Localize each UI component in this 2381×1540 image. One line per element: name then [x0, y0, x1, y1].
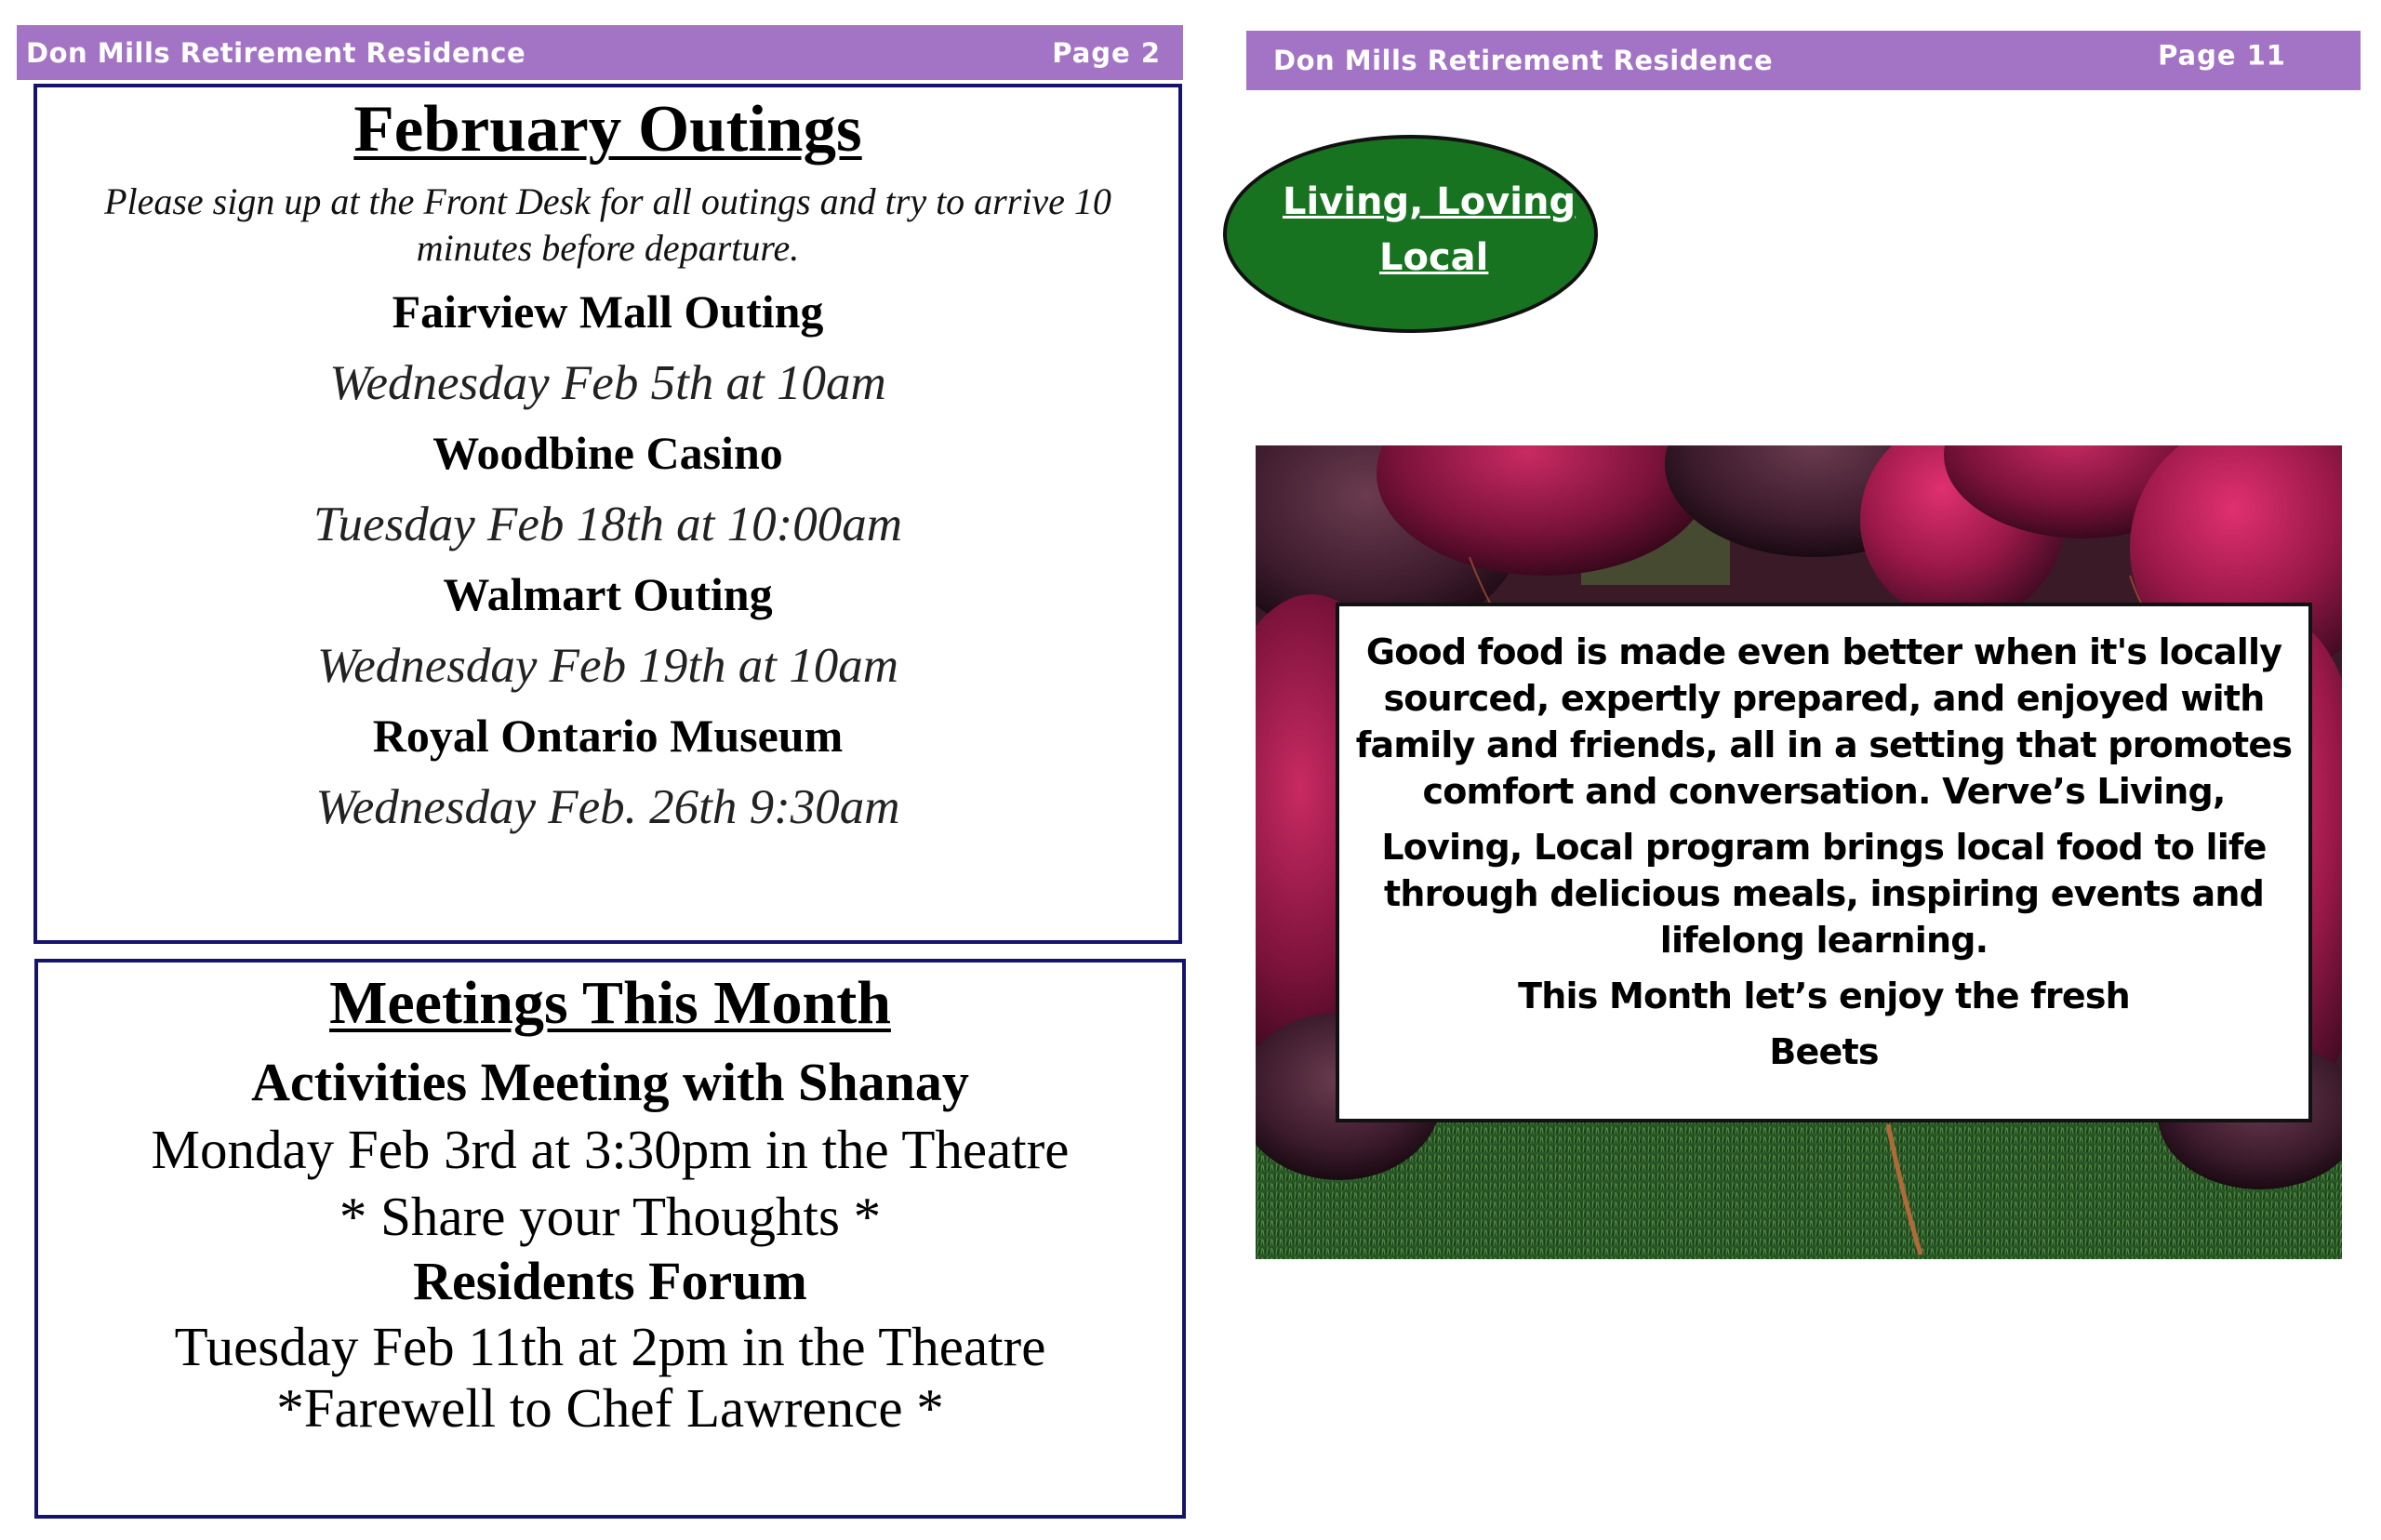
outing-date: Wednesday Feb 5th at 10am — [329, 356, 886, 411]
meetings-title: Meetings This Month — [329, 969, 891, 1037]
meetings-section — [34, 959, 1186, 1519]
meeting-name: Residents Forum — [413, 1250, 807, 1311]
meeting-name: Activities Meeting with Shanay — [251, 1051, 969, 1112]
page-header-left — [17, 25, 1183, 80]
outings-list — [37, 285, 1178, 835]
outing-name: Walmart Outing — [443, 568, 773, 621]
outing-name: Royal Ontario Museum — [372, 710, 844, 763]
badge-line-2: Local — [1379, 236, 1489, 279]
feature-paragraph-2: Loving, Local program brings local food to life through delicious meals, inspiring events and lifelong learning. — [1381, 827, 2267, 961]
february-outings-section — [33, 84, 1182, 944]
header-title: Don Mills Retirement Residence — [1273, 45, 1774, 76]
outings-intro: Please sign up at the Front Desk for all outings and try to arrive 10 minutes before departure. — [104, 180, 1111, 270]
outing-date: Tuesday Feb 18th at 10:00am — [313, 498, 902, 552]
outing-name: Fairview Mall Outing — [392, 285, 824, 339]
page-number: Page 11 — [2158, 39, 2286, 72]
outing-date: Wednesday Feb 19th at 10am — [316, 639, 899, 694]
local-food-feature-box — [1336, 603, 2312, 1122]
feature-paragraph-1: Good food is made even better when it's locally sourced, expertly prepared, and enjoyed with family and friends, all in a setting that promotes comfort and conversation. Verve’s Living, — [1355, 631, 2293, 812]
feature-item: Beets — [1769, 1031, 1879, 1072]
outing-date: Wednesday Feb. 26th 9:30am — [315, 780, 900, 835]
header-title: Don Mills Retirement Residence — [26, 36, 526, 69]
page-header-right — [1246, 31, 2361, 90]
page-number: Page 2 — [1052, 36, 1161, 69]
meeting-note: * Share your Thoughts * — [339, 1185, 882, 1247]
meeting-when: Tuesday Feb 11th at 2pm in the Theatre — [174, 1315, 1046, 1377]
outings-title: February Outings — [353, 93, 862, 166]
feature-enjoy-line: This Month let’s enjoy the fresh — [1518, 976, 2130, 1016]
living-loving-local-badge — [1223, 135, 1598, 333]
meeting-note: *Farewell to Chef Lawrence * — [276, 1376, 944, 1439]
outing-name: Woodbine Casino — [432, 427, 783, 480]
meeting-when: Monday Feb 3rd at 3:30pm in the Theatre — [151, 1118, 1070, 1180]
badge-text — [1283, 174, 1655, 285]
badge-line-1: Living, Loving — [1283, 180, 1576, 223]
